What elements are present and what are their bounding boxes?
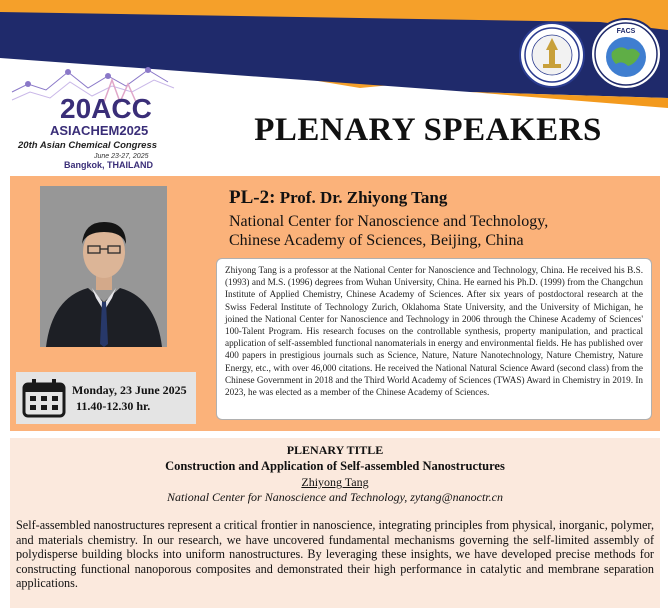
speaker-bio: Zhiyong Tang is a professor at the National Center for Nanoscience and Technology, China. He received his B.S. (1993) and M.S. (1996) degrees from Wuhan University, China. He earned his Ph.D. (1999) from the Changchun Institute of Applied Chemistry, Chinese Academy of Sciences. After six years of postdoctoral research at the Swiss Federal Institute of Technology Zurich, Oklahoma State University, and the University of Michigan, he joined the National Center for Nanoscience and Technology in 2006 through the Chinese Academy of Sciences' 100-Talent Program. His research focuses on the controllable synthesis, property manipulation, and practical application of self-assembled functional nanomaterials in energy and environmental fields. He has published over 400 papers in prestigious journals such as Science, Nature, Nature Nanotechnology, Nature Chemistry, Nature Energy, etc., with over 46,000 citations. He received the National Natural Science Award (second class) from the Chinese Government in 2018 and the Third World Academy of Sciences (TWAS) Award in Chemistry in 2019. In 2023, he was elected as a member of the Chinese Academy of Sciences. (216, 258, 652, 420)
event-logo-location: Bangkok, THAILAND (64, 160, 154, 170)
plenary-title: Construction and Application of Self-assembled Nanostructures (165, 459, 505, 473)
speaker-name-text: Prof. Dr. Zhiyong Tang (279, 188, 448, 207)
speaker-code: PL-2: (229, 187, 276, 208)
event-logo-line3: 20th Asian Chemical Congress (18, 140, 158, 151)
plenary-section (10, 438, 660, 608)
schedule-time: 11.40-12.30 hr. (76, 399, 151, 413)
plenary-author: Zhiyong Tang (301, 475, 369, 489)
event-logo (8, 62, 178, 170)
speaker-affiliation-line1: National Center for Nanoscience and Technology, (229, 213, 549, 230)
plenary-institution: National Center for Nanoscience and Technology, zytang@nanoctr.cn (167, 490, 503, 504)
event-logo-dates: June 23-27, 2025 (94, 153, 149, 160)
speaker-affiliation (229, 212, 659, 250)
schedule-box (16, 372, 196, 424)
speaker-section (10, 176, 660, 431)
plenary-heading: PLENARY TITLE (286, 443, 384, 457)
event-logo-line1: 20ACC (60, 93, 152, 124)
schedule-text (72, 382, 187, 414)
page-title: PLENARY SPEAKERS (254, 112, 602, 148)
header-banner (0, 0, 668, 176)
speaker-affiliation-line2: Chinese Academy of Sciences, Beijing, China (229, 232, 524, 249)
svg-text:FACS: FACS (616, 28, 636, 35)
calendar-icon (21, 377, 67, 419)
schedule-date: Monday, 23 June 2025 (72, 383, 187, 397)
event-logo-line2: ASIACHEM2025 (50, 123, 149, 138)
society-seal-icon (519, 22, 585, 88)
speaker-name (229, 187, 447, 209)
facs-seal-icon (590, 18, 662, 90)
plenary-abstract: Self-assembled nanostructures represent a critical frontier in nanoscience, integrating principles from physical, inorganic, polymer, and materials chemistry. In our research, we have uncovered fundamental mechanisms governing the self-limited assembly of polydisperse building blocks into uniform nanostructures. By leveraging these insights, we have developed precise methods for constructing functional nanoporous composites and demonstrated their high performance in catalytic and membrane separation applications. (16, 518, 654, 591)
speaker-photo (40, 186, 167, 347)
